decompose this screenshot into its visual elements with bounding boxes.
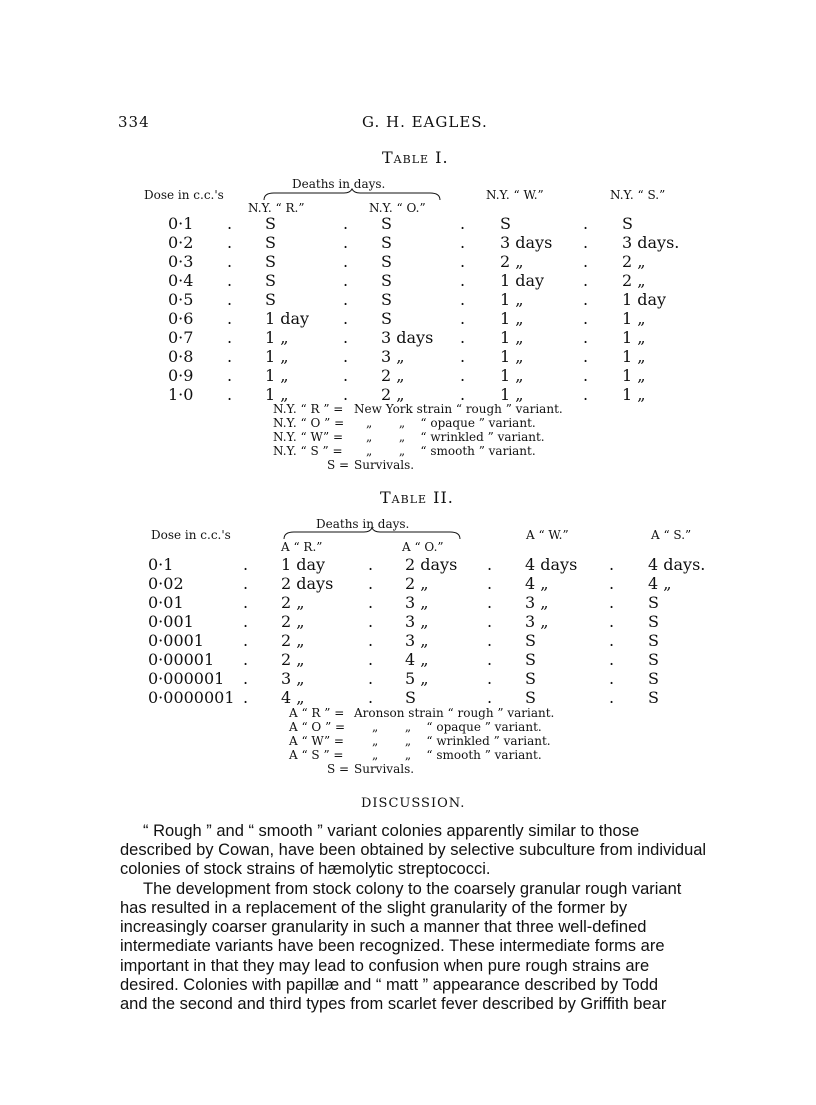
table1-row-9-leader-1: . (343, 385, 349, 404)
table1-row-1-s: 3 days. (622, 233, 680, 252)
table2-row-6-s: S (648, 669, 659, 688)
table2-legend-1-text: „ „ “ opaque ” variant. (372, 720, 542, 734)
table1-row-0-leader-2: . (460, 214, 466, 233)
table1-row-9-r: 1 „ (265, 385, 289, 404)
table2-row-0-leader-3: . (609, 555, 615, 574)
table2-legend-4-key: S = (327, 762, 350, 776)
table1-row-5-o: S (381, 309, 392, 328)
table2-row-1-o: 2 „ (405, 574, 429, 593)
table2-row-7-s: S (648, 688, 659, 707)
table1-row-8-leader-1: . (343, 366, 349, 385)
table2-row-2-r: 2 „ (281, 593, 305, 612)
table1-row-8-leader-2: . (460, 366, 466, 385)
table1-legend-0-text: New York strain “ rough ” variant. (354, 402, 563, 416)
table2-row-5-leader-3: . (609, 650, 615, 669)
table2-row-6-leader-3: . (609, 669, 615, 688)
table2-legend-3-text: „ „ “ smooth ” variant. (372, 748, 542, 762)
table1-row-6-s: 1 „ (622, 328, 646, 347)
table1-row-9-s: 1 „ (622, 385, 646, 404)
table2-row-7-w: S (525, 688, 536, 707)
table2-legend-4-text: Survivals. (354, 762, 415, 776)
table2-row-0-dose: 0·1 (148, 555, 174, 574)
table1-row-6-dose: 0·7 (168, 328, 194, 347)
table1-row-2-o: S (381, 252, 392, 271)
table2-row-1-leader-2: . (487, 574, 493, 593)
table1-row-4-r: S (265, 290, 276, 309)
table2-brace (282, 527, 462, 541)
table1-row-8-s: 1 „ (622, 366, 646, 385)
table2-row-0-leader-1: . (368, 555, 374, 574)
table1-row-1-leader-3: . (583, 233, 589, 252)
table2-row-5-s: S (648, 650, 659, 669)
table2-row-1-w: 4 „ (525, 574, 549, 593)
discussion-line-9: and the second and third types from scarlet fever described by Griffith bear (120, 995, 667, 1013)
table2-row-5-leader-2: . (487, 650, 493, 669)
table1-legend-2-key: N.Y. “ W” = (273, 430, 344, 444)
table1-row-4-leader-2: . (460, 290, 466, 309)
table2-row-6-r: 3 „ (281, 669, 305, 688)
table2-row-7-r: 4 „ (281, 688, 305, 707)
table1-col-o: N.Y. “ O.” (369, 201, 426, 215)
table2-row-3-s: S (648, 612, 659, 631)
table1-row-1-leader-1: . (343, 233, 349, 252)
table1-row-5-leader-0: . (227, 309, 233, 328)
table1-row-9-leader-3: . (583, 385, 589, 404)
table2-legend-0-key: A “ R ” = (289, 706, 345, 720)
table1-row-4-leader-3: . (583, 290, 589, 309)
table1-row-8-leader-3: . (583, 366, 589, 385)
table2-row-6-o: 5 „ (405, 669, 429, 688)
table2-legend-2-text: „ „ “ wrinkled ” variant. (372, 734, 551, 748)
table1-col-s: N.Y. “ S.” (610, 188, 666, 202)
table1-row-7-dose: 0·8 (168, 347, 194, 366)
table1-row-1-r: S (265, 233, 276, 252)
table2-row-2-s: S (648, 593, 659, 612)
table1-row-5-r: 1 day (265, 309, 310, 328)
table1-row-0-o: S (381, 214, 392, 233)
table2-row-6-w: S (525, 669, 536, 688)
table1-deaths-header: Deaths in days. (292, 177, 386, 191)
table1-row-4-o: S (381, 290, 392, 309)
table2-row-6-leader-1: . (368, 669, 374, 688)
table1-row-4-leader-0: . (227, 290, 233, 309)
table2-legend-2-key: A “ W” = (289, 734, 344, 748)
table1-row-2-dose: 0·3 (168, 252, 194, 271)
table1-legend-0-key: N.Y. “ R ” = (273, 402, 344, 416)
table2-row-7-leader-3: . (609, 688, 615, 707)
table1-row-7-leader-2: . (460, 347, 466, 366)
table2-row-2-leader-3: . (609, 593, 615, 612)
table2-row-3-o: 3 „ (405, 612, 429, 631)
discussion-line-3: The development from stock colony to the coarsely granular rough variant (143, 880, 682, 898)
table1-brace (262, 188, 442, 202)
table1-row-1-dose: 0·2 (168, 233, 194, 252)
table1-row-7-r: 1 „ (265, 347, 289, 366)
table1-dose-header: Dose in c.c.'s (144, 188, 224, 202)
table2-row-3-leader-3: . (609, 612, 615, 631)
table1-row-0-leader-0: . (227, 214, 233, 233)
table2-row-5-w: S (525, 650, 536, 669)
page-number: 334 (118, 113, 150, 131)
table1-row-9-w: 1 „ (500, 385, 524, 404)
discussion-line-2: colonies of stock strains of hæmolytic streptococci. (120, 860, 491, 878)
table2-row-5-dose: 0·00001 (148, 650, 215, 669)
table2-row-3-r: 2 „ (281, 612, 305, 631)
table1-row-0-leader-1: . (343, 214, 349, 233)
table1-row-4-leader-1: . (343, 290, 349, 309)
table1-row-2-leader-1: . (343, 252, 349, 271)
table2-legend-1-key: A “ O ” = (289, 720, 346, 734)
table1-row-6-leader-0: . (227, 328, 233, 347)
table2-dose-header: Dose in c.c.'s (151, 528, 231, 542)
table2-legend-3-key: A “ S ” = (289, 748, 344, 762)
table1-row-0-leader-3: . (583, 214, 589, 233)
table1-legend-2-text: „ „ “ wrinkled ” variant. (366, 430, 545, 444)
table1-legend-4-key: S = (327, 458, 350, 472)
table2-col-s: A “ S.” (651, 528, 692, 542)
table1-row-2-s: 2 „ (622, 252, 646, 271)
table1-row-5-dose: 0·6 (168, 309, 194, 328)
running-title: G. H. EAGLES. (362, 113, 488, 131)
table1-row-1-w: 3 days (500, 233, 553, 252)
table1-row-6-leader-1: . (343, 328, 349, 347)
table2-row-2-o: 3 „ (405, 593, 429, 612)
table1-row-2-leader-3: . (583, 252, 589, 271)
table2-row-0-leader-2: . (487, 555, 493, 574)
table1-row-4-w: 1 „ (500, 290, 524, 309)
table1-row-7-o: 3 „ (381, 347, 405, 366)
table2-legend-0-text: Aronson strain “ rough ” variant. (354, 706, 555, 720)
table1-row-9-leader-0: . (227, 385, 233, 404)
table1-legend-4-text: Survivals. (354, 458, 415, 472)
table1-row-3-o: S (381, 271, 392, 290)
table1-row-8-r: 1 „ (265, 366, 289, 385)
table1-row-8-dose: 0·9 (168, 366, 194, 385)
table1-col-w: N.Y. “ W.” (486, 188, 544, 202)
table2-row-6-leader-0: . (243, 669, 249, 688)
table2-row-6-leader-2: . (487, 669, 493, 688)
table1-row-5-leader-2: . (460, 309, 466, 328)
discussion-line-7: important in that they may lead to confusion when pure rough strains are (120, 957, 650, 975)
discussion-line-5: increasingly coarser granularity in such a manner that three well-defined (120, 918, 647, 936)
table1-row-6-leader-2: . (460, 328, 466, 347)
table1-row-4-dose: 0·5 (168, 290, 194, 309)
table1-row-3-w: 1 day (500, 271, 545, 290)
table2-row-7-leader-0: . (243, 688, 249, 707)
table1-row-0-r: S (265, 214, 276, 233)
table1-row-2-leader-0: . (227, 252, 233, 271)
table2-col-w: A “ W.” (526, 528, 569, 542)
table1-row-0-w: S (500, 214, 511, 233)
table2-row-2-dose: 0·01 (148, 593, 184, 612)
table2-row-5-o: 4 „ (405, 650, 429, 669)
table2-row-4-r: 2 „ (281, 631, 305, 650)
table1-row-3-r: S (265, 271, 276, 290)
table1-row-7-leader-3: . (583, 347, 589, 366)
table2-row-2-leader-0: . (243, 593, 249, 612)
table1-row-9-dose: 1·0 (168, 385, 194, 404)
table2-row-0-s: 4 days. (648, 555, 706, 574)
table1-row-5-s: 1 „ (622, 309, 646, 328)
table1-row-3-leader-3: . (583, 271, 589, 290)
table2-row-7-leader-2: . (487, 688, 493, 707)
table1-row-7-leader-0: . (227, 347, 233, 366)
table1-row-4-s: 1 day (622, 290, 667, 309)
table1-row-3-leader-2: . (460, 271, 466, 290)
table2-col-o: A “ O.” (402, 540, 444, 554)
discussion-line-0: “ Rough ” and “ smooth ” variant colonies apparently similar to those (143, 822, 640, 840)
table1-legend-3-text: „ „ “ smooth ” variant. (366, 444, 536, 458)
table1-row-1-o: S (381, 233, 392, 252)
table2-row-1-leader-3: . (609, 574, 615, 593)
table2-row-4-s: S (648, 631, 659, 650)
table1-row-1-leader-0: . (227, 233, 233, 252)
table1-row-5-w: 1 „ (500, 309, 524, 328)
table1-legend-3-key: N.Y. “ S ” = (273, 444, 343, 458)
table2-row-5-r: 2 „ (281, 650, 305, 669)
table2-row-4-leader-1: . (368, 631, 374, 650)
table2-title: Table II. (380, 488, 454, 507)
table1-row-5-leader-1: . (343, 309, 349, 328)
table1-row-3-s: 2 „ (622, 271, 646, 290)
table2-row-2-leader-1: . (368, 593, 374, 612)
table1-row-0-s: S (622, 214, 633, 233)
table2-row-1-dose: 0·02 (148, 574, 184, 593)
table1-row-8-w: 1 „ (500, 366, 524, 385)
discussion-heading: DISCUSSION. (361, 796, 466, 811)
table1-col-r: N.Y. “ R.” (248, 201, 305, 215)
table1-row-6-o: 3 days (381, 328, 434, 347)
table2-row-6-dose: 0·000001 (148, 669, 225, 688)
table1-row-2-r: S (265, 252, 276, 271)
table1-title: Table I. (382, 148, 449, 167)
table1-row-7-w: 1 „ (500, 347, 524, 366)
table2-row-5-leader-0: . (243, 650, 249, 669)
table2-row-1-leader-1: . (368, 574, 374, 593)
table1-row-2-leader-2: . (460, 252, 466, 271)
table2-row-0-w: 4 days (525, 555, 578, 574)
discussion-line-8: desired. Colonies with papillæ and “ matt ” appearance described by Todd (120, 976, 659, 994)
table2-row-0-o: 2 days (405, 555, 458, 574)
table1-row-8-leader-0: . (227, 366, 233, 385)
table2-row-1-leader-0: . (243, 574, 249, 593)
discussion-line-1: described by Cowan, have been obtained by selective subculture from individual (120, 841, 707, 859)
table2-row-3-w: 3 „ (525, 612, 549, 631)
table2-row-2-leader-2: . (487, 593, 493, 612)
table2-row-4-dose: 0·0001 (148, 631, 204, 650)
table1-row-7-s: 1 „ (622, 347, 646, 366)
table1-legend-1-key: N.Y. “ O ” = (273, 416, 345, 430)
table2-row-0-leader-0: . (243, 555, 249, 574)
table2-row-4-o: 3 „ (405, 631, 429, 650)
table2-row-3-leader-2: . (487, 612, 493, 631)
table1-row-2-w: 2 „ (500, 252, 524, 271)
table2-row-2-w: 3 „ (525, 593, 549, 612)
table1-row-9-leader-2: . (460, 385, 466, 404)
discussion-line-4: has resulted in a replacement of the slight granularity of the former by (120, 899, 628, 917)
table1-row-9-o: 2 „ (381, 385, 405, 404)
table1-row-3-leader-0: . (227, 271, 233, 290)
table2-row-1-s: 4 „ (648, 574, 672, 593)
table1-row-1-leader-2: . (460, 233, 466, 252)
table2-row-4-leader-3: . (609, 631, 615, 650)
table2-row-4-leader-2: . (487, 631, 493, 650)
table2-row-7-leader-1: . (368, 688, 374, 707)
table1-row-8-o: 2 „ (381, 366, 405, 385)
table1-row-5-leader-3: . (583, 309, 589, 328)
table1-row-6-w: 1 „ (500, 328, 524, 347)
table2-row-4-leader-0: . (243, 631, 249, 650)
table2-row-0-r: 1 day (281, 555, 326, 574)
table2-row-3-dose: 0·001 (148, 612, 194, 631)
table1-legend-1-text: „ „ “ opaque ” variant. (366, 416, 536, 430)
table2-row-4-w: S (525, 631, 536, 650)
table2-row-1-r: 2 days (281, 574, 334, 593)
discussion-line-6: intermediate variants have been recognized. These intermediate forms are (120, 937, 665, 955)
table2-row-7-o: S (405, 688, 416, 707)
table1-row-3-leader-1: . (343, 271, 349, 290)
table1-row-6-leader-3: . (583, 328, 589, 347)
table2-row-7-dose: 0·0000001 (148, 688, 235, 707)
table1-row-7-leader-1: . (343, 347, 349, 366)
table1-row-6-r: 1 „ (265, 328, 289, 347)
table1-row-0-dose: 0·1 (168, 214, 194, 233)
table2-row-3-leader-1: . (368, 612, 374, 631)
table2-row-3-leader-0: . (243, 612, 249, 631)
table1-row-3-dose: 0·4 (168, 271, 194, 290)
table2-row-5-leader-1: . (368, 650, 374, 669)
table2-deaths-header: Deaths in days. (316, 517, 410, 531)
table2-col-r: A “ R.” (281, 540, 323, 554)
